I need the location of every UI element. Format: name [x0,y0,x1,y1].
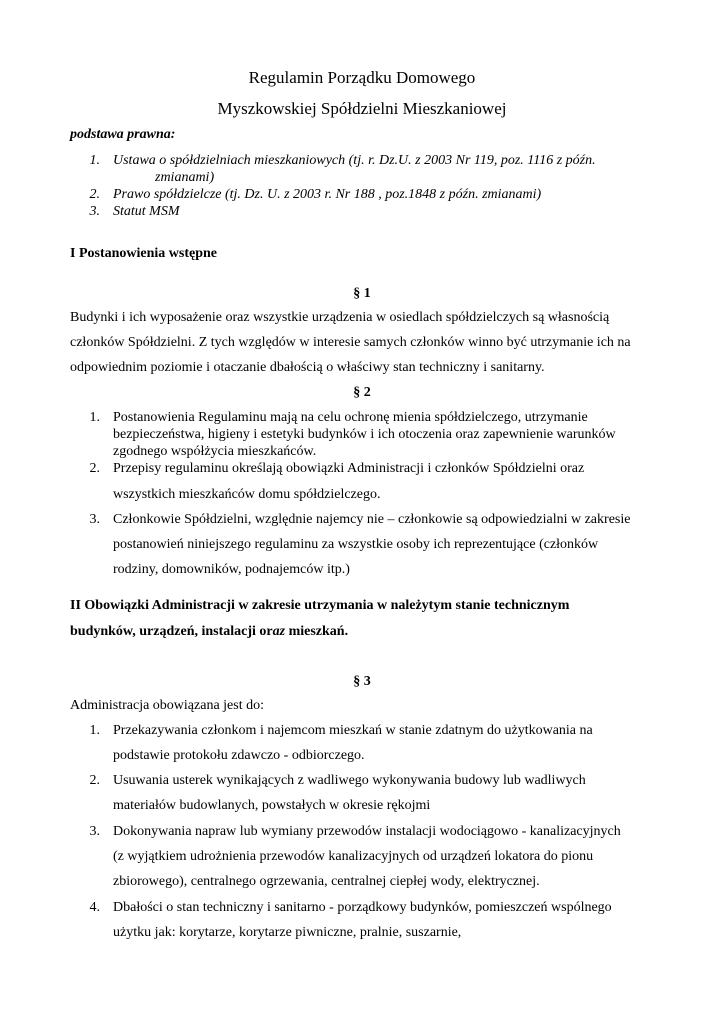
list-item-text: Dbałości o stan techniczny i sanitarno - porządkowy budynków, pomieszczeń wspólnego [113,900,612,915]
section-2-heading-line-1: II Obowiązki Administracji w zakresie utrzymania w należytym stanie technicznym [70,598,570,613]
section-1-heading: I Postanowienia wstępne [70,246,218,261]
list-item-text: Usuwania usterek wynikających z wadliwego wykonywania budowy lub wadliwych [113,773,586,788]
paragraph-1-line: członków Spółdzielni. Z tych względów w interesie samych członków winno być utrzymanie ich na [70,335,631,350]
list-item-text: zbiorowego), centralnego ogrzewania, centralnej ciepłej wody, elektrycznej. [113,874,540,889]
list-item-text: Przepisy regulaminu określają obowiązki Administracji i członków Spółdzielni oraz [113,461,585,476]
list-item-text: zgodnego współżycia mieszkańców. [113,444,317,459]
paragraph-3-intro: Administracja obowiązana jest do: [70,698,264,713]
paragraph-sign-2: § 2 [353,385,371,400]
list-item-text: Członkowie Spółdzielni, względnie najemcy nie – członkowie są odpowiedzialni w zakresie [113,512,631,527]
list-item-number: 1. [89,410,100,425]
section-2-heading-line-2 [70,624,348,640]
legal-basis-label: podstawa prawna: [70,127,176,142]
list-item-number: 2. [89,773,100,788]
paragraph-sign-3: § 3 [353,674,371,689]
list-item-text: postanowień niniejszego regulaminu za wszystkie osoby ich reprezentujące (członków [113,537,599,552]
title-line-2: Myszkowskiej Spółdzielni Mieszkaniowej [217,99,507,118]
legal-item-number: 3. [89,204,100,219]
list-item-text: bezpieczeństwa, higieny i estetyki budynków i ich otoczenia oraz zapewnienie warunków [113,427,616,442]
paragraph-sign-1: § 1 [353,286,371,301]
list-item-text: wszystkich mieszkańców domu spółdzielczego. [113,487,381,502]
list-item-number: 3. [89,824,100,839]
section-2-heading-part: budynków, urządzeń, instalacji or [70,624,273,639]
legal-item-text: Ustawa o spółdzielniach mieszkaniowych (tj. r. Dz.U. z 2003 Nr 119, poz. 1116 z późn. [113,153,596,168]
legal-item-number: 2. [89,187,100,202]
list-item-text: (z wyjątkiem udrożnienia przewodów kanalizacyjnych od urządzeń lokatora do pionu [113,849,594,864]
list-item-text: Postanowienia Regulaminu mają na celu ochronę mienia spółdzielczego, utrzymanie [113,410,588,425]
legal-item-text: Prawo spółdzielcze (tj. Dz. U. z 2003 r. Nr 188 , poz.1848 z późn. zmianami) [113,187,542,202]
list-item-text: materiałów budowlanych, powstałych w okresie rękojmi [113,798,431,813]
list-item-number: 3. [89,512,100,527]
section-2-heading-italic-part: az [272,624,286,639]
list-item-text: rodziny, domowników, podnajemców itp.) [113,562,350,577]
legal-item-number: 1. [89,153,100,168]
list-item-text: użytku jak: korytarze, korytarze piwniczne, pralnie, suszarnie, [113,925,462,940]
list-item-text: Dokonywania napraw lub wymiany przewodów instalacji wodociągowo - kanalizacyjnych [113,824,621,839]
list-item-text: podstawie protokołu zdawczo - odbiorczego. [113,748,365,763]
legal-item-text: Statut MSM [113,204,180,219]
paragraph-1-line: odpowiednim poziomie i otaczanie dbałością o właściwy stan techniczny i sanitarny. [70,360,545,375]
legal-item-text-cont: zmianami) [155,170,215,185]
section-2-heading-part: mieszkań. [285,624,349,639]
list-item-number: 1. [89,723,100,738]
title-line-1: Regulamin Porządku Domowego [248,68,476,87]
list-item-text: Przekazywania członkom i najemcom mieszkań w stanie zdatnym do użytkowania na [113,723,593,738]
list-item-number: 2. [89,461,100,476]
paragraph-1-line: Budynki i ich wyposażenie oraz wszystkie urządzenia w osiedlach spółdzielczych są własnością [70,310,610,325]
list-item-number: 4. [89,900,100,915]
